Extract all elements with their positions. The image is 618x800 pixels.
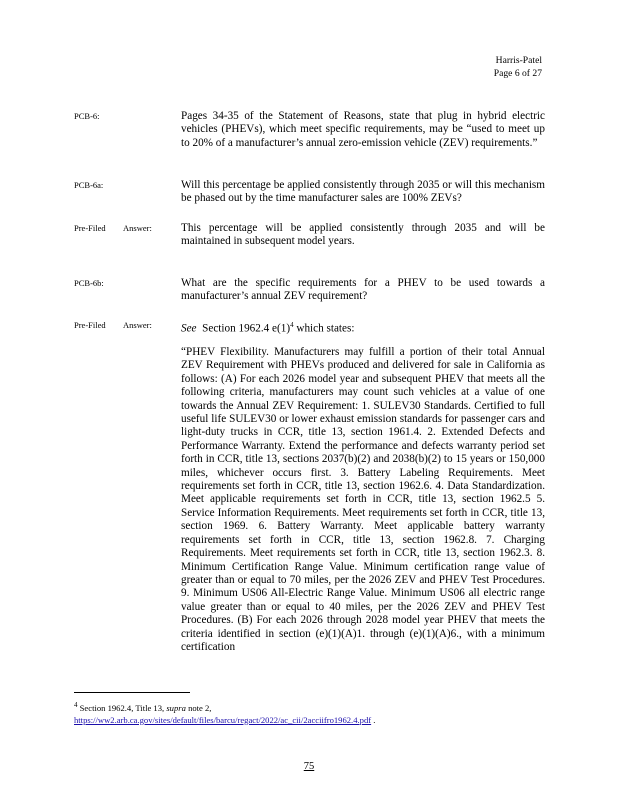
pcb6b-label: PCB-6b: [74,278,104,288]
answer1-answer-label: Answer: [123,223,152,233]
answer1-text: This percentage will be applied consistently through 2035 and will be maintained in subsequent model years. [181,222,545,248]
footnote [74,699,544,726]
footnote-divider [74,692,190,693]
section-citation-trail: which states: [293,322,355,335]
answer2-answer-label: Answer: [123,320,152,330]
pcb6-text: Pages 34-35 of the Statement of Reasons, state that plug in hybrid electric vehicles (PHEVs), which meet specific requirements, may be “used to meet up to 20% of a manufacturer’s annual zero-emission vehicle (ZEV) requirements.” [181,110,545,149]
answer2-prefiled-label: Pre-Filed [74,320,106,330]
answer1-prefiled-label: Pre-Filed [74,223,106,233]
pcb6b-text: What are the specific requirements for a PHEV to be used towards a manufacturer’s annual ZEV requirement? [181,277,545,303]
footnote-text1: Section 1962.4, Title 13, [79,702,167,713]
pcb6a-text: Will this percentage be applied consistently through 2035 or will this mechanism be phased out by the time manufacturer sales are 100% ZEVs? [181,179,545,205]
page-number: 75 [303,761,315,772]
footnote-text2: note 2, [185,702,212,713]
pcb6-label: PCB-6: [74,111,100,121]
answer2-text [181,319,545,336]
section-citation: Section 1962.4 e(1) [202,322,291,335]
footnote-number: 4 [74,701,78,709]
footnote-ref: 4 [290,321,294,329]
footnote-supra: supra [166,702,186,713]
see-signal: See [181,322,197,335]
header-author: Harris-Patel [495,55,542,66]
footnote-trail: . [371,714,376,725]
footnote-link[interactable]: https://ww2.arb.ca.gov/sites/default/files/barcu/regact/2022/ac_cii/2acciifro1962.4.pdf [74,714,372,725]
regulation-quote: “PHEV Flexibility. Manufacturers may fulfill a portion of their total Annual ZEV Requirement with PHEVs produced and delivered for sale in California as follows: (A) For each 2026 model year and subsequent PHEV that meets all the following criteria, manufacturers may count such vehicles at a value of one towards the Annual ZEV Requirement: 1. SULEV30 Standards. Certified to full useful life SULEV30 or lower exhaust emission standards for passenger cars and light-duty trucks in CCR, title 13, section 1961.4. 2. Extended Defects and Performance Warranty. Extend the performance and defects warranty period set forth in CCR, title 13, sections 2037(b)(2) and 2038(b)(2) to 15 years or 150,000 miles, whichever occurs first. 3. Battery Labeling Requirements. Meet requirements set forth in CCR, title 13, section 1962.6. 4. Data Standardization. Meet applicable requirements set forth in CCR, title 13, section 1962.5 5. Service Information Requirements. Meet requirements set forth in CCR, title 13, section 1969. 6. Battery Warranty. Meet applicable battery warranty requirements set forth in CCR, title 13, section 1962.8. 7. Charging Requirements. Meet requirements set forth in CCR, title 13, section 1962.3. 8. Minimum Certification Range Value. Minimum certification range value of greater than or equal to 70 miles, per the 2026 ZEV and PHEV Test Procedures. 9. Minimum US06 All-Electric Range Value. Minimum US06 all electric range value greater than or equal to 40 miles, per the 2026 ZEV and PHEV Test Procedures. (B) For each 2026 through 2028 model year PHEV that meets the criteria identified in section (e)(1)(A)1. through (e)(1)(A)6., with a minimum certification [181,346,545,653]
header-page: Page 6 of 27 [493,68,542,79]
pcb6a-label: PCB-6a: [74,180,104,190]
page-header [494,54,542,80]
